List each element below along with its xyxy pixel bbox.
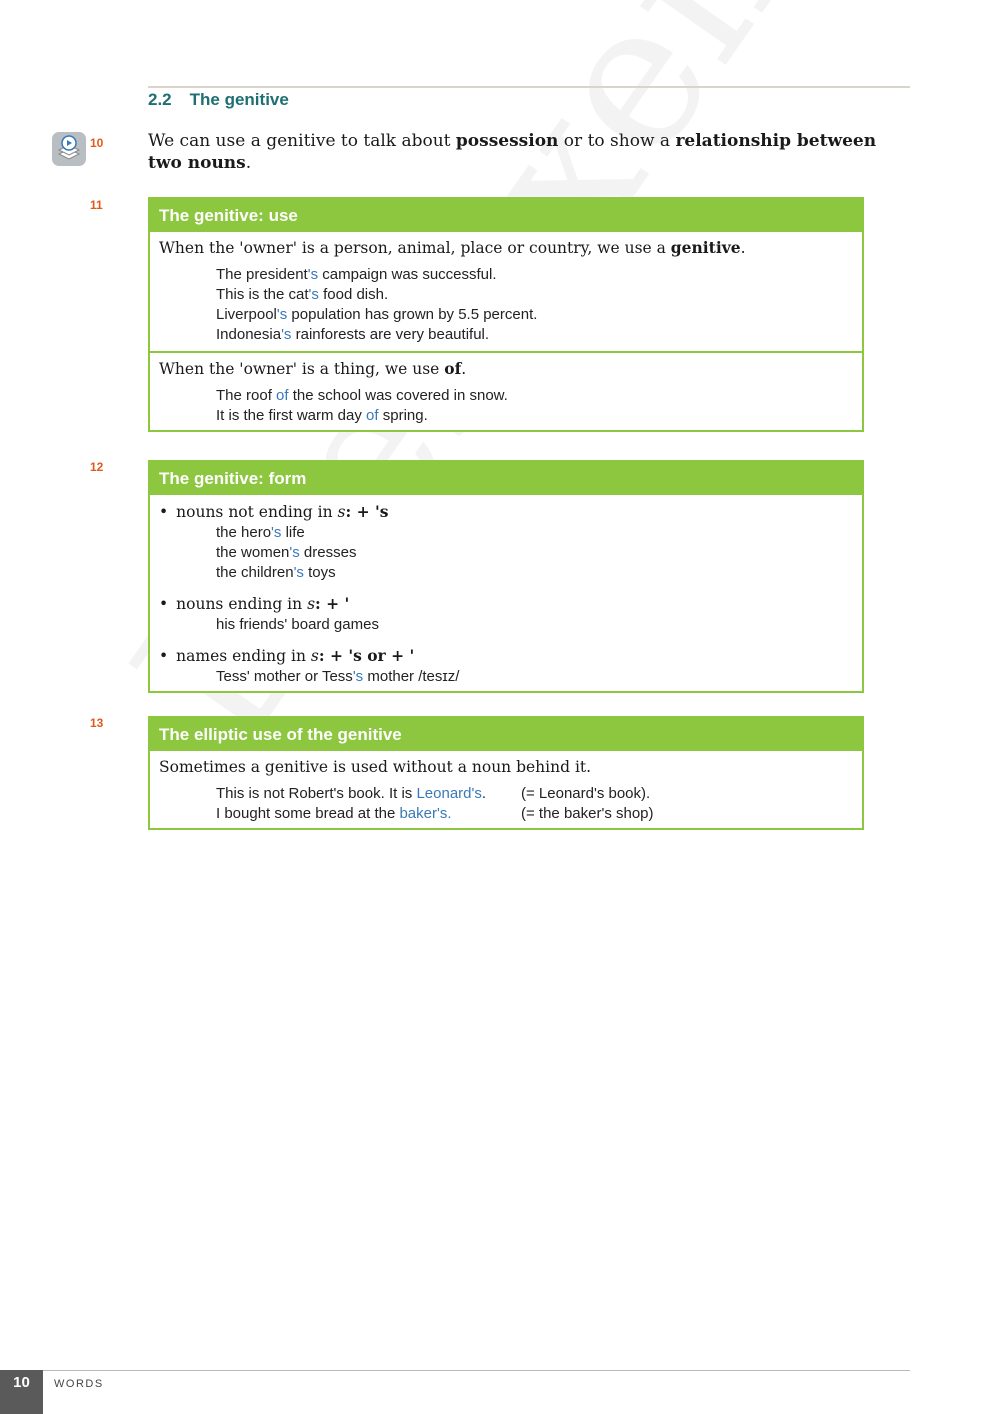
rule-part: When the 'owner' is a thing, we use (159, 360, 445, 378)
ex-highlight: Leonard's (416, 785, 482, 802)
box-title: The genitive: use (150, 199, 862, 232)
rule-text (150, 353, 862, 380)
video-icon[interactable] (52, 132, 86, 166)
rule-bold: genitive (670, 238, 741, 257)
bullet-dot: • (159, 503, 169, 521)
ex-text: I bought some bread at the (216, 805, 400, 822)
footer-label: WORDS (54, 1378, 104, 1390)
rule-text: Sometimes a genitive is used without a noun behind it. (159, 758, 592, 776)
ex-text: rainforests are very beautiful. (291, 326, 490, 343)
bullet-text: names ending in (176, 647, 311, 665)
example-line (216, 784, 862, 804)
example-line (216, 325, 862, 345)
section-title: The genitive (189, 90, 289, 109)
intro-text: . (245, 153, 252, 173)
example-line (216, 563, 862, 583)
intro-paragraph (148, 130, 888, 174)
ex-text: the hero (216, 524, 272, 541)
ex-text: population has grown by 5.5 percent. (287, 306, 538, 323)
example-line (216, 667, 862, 687)
example-line (216, 804, 862, 824)
bullet-italic: s (310, 647, 319, 665)
bullet-dot: • (159, 647, 169, 665)
genitive-use-box (148, 197, 864, 432)
bullet-italic: s (337, 503, 346, 521)
example-line (216, 386, 862, 406)
ex-text: dresses (299, 544, 357, 561)
ex-text: The president (216, 266, 308, 283)
box-title: The genitive: form (150, 462, 862, 495)
section-number: 2.2 (148, 90, 172, 109)
example-sentence (216, 804, 521, 824)
marker-13: 13 (90, 716, 104, 730)
ex-text: food dish. (318, 286, 389, 303)
genitive-form-box (148, 460, 864, 693)
ex-highlight: 's (352, 668, 364, 685)
intro-bold-possession: possession (455, 131, 559, 151)
intro-text: We can use a genitive to talk about (148, 131, 456, 151)
bullet-item (150, 587, 862, 615)
ex-highlight: baker's. (399, 805, 452, 822)
example-note: (= the baker's shop) (521, 805, 654, 822)
rule-bold: of (444, 359, 462, 378)
ex-text: Liverpool (216, 306, 277, 323)
ex-text: This is not Robert's book. It is (216, 785, 417, 802)
ex-text: life (281, 524, 305, 541)
bullet-italic: s (307, 595, 316, 613)
example-line (216, 523, 862, 543)
example-line (216, 406, 862, 426)
example-line (216, 285, 862, 305)
example-line: his friends' board games (216, 616, 379, 633)
ex-text: the school was covered in snow. (288, 387, 508, 404)
rule-text (150, 232, 862, 259)
top-rule (148, 86, 910, 88)
ex-highlight: of (276, 387, 289, 404)
ex-text: the children (216, 564, 294, 581)
ex-highlight: 's (271, 524, 282, 541)
footer-rule (43, 1370, 910, 1371)
ex-text: . (481, 785, 487, 802)
bullet-text: nouns ending in (176, 595, 308, 613)
bullet-item (150, 495, 862, 523)
box-title: The elliptic use of the genitive (150, 718, 862, 751)
bullet-dot: • (159, 595, 169, 613)
ex-text: mother /tesɪz/ (363, 668, 460, 685)
bullet-rule: : + 's or + ' (318, 646, 415, 665)
example-sentence (216, 784, 521, 804)
examples-list (150, 523, 862, 587)
examples-list (150, 667, 862, 691)
marker-11: 11 (90, 198, 103, 212)
ex-text: spring. (378, 407, 428, 424)
ex-text: Indonesia (216, 326, 282, 343)
ex-highlight: 's (281, 326, 292, 343)
intro-bold-relationship: relationship between two nouns (148, 131, 877, 173)
ex-text: Tess' mother or Tess (216, 668, 353, 685)
example-note: (= Leonard's book). (521, 785, 651, 802)
examples-list (150, 615, 862, 639)
ex-text: It is the first warm day (216, 407, 367, 424)
rule-part: When the 'owner' is a person, animal, place or country, we use a (159, 239, 671, 257)
example-line (216, 265, 862, 285)
example-line (216, 305, 862, 325)
ex-text: The roof (216, 387, 277, 404)
ex-highlight: 's (276, 306, 288, 323)
rule-part: . (461, 360, 467, 378)
ex-highlight: 's (289, 544, 300, 561)
bullet-rule: : + ' (315, 594, 350, 613)
ex-highlight: 's (308, 286, 319, 303)
elliptic-genitive-box (148, 716, 864, 830)
rule-part: . (740, 239, 746, 257)
marker-12: 12 (90, 460, 104, 474)
ex-text: toys (303, 564, 336, 581)
ex-highlight: of (366, 407, 379, 424)
examples-list (150, 778, 862, 828)
examples-list (150, 380, 862, 430)
marker-10: 10 (90, 136, 104, 150)
ex-text: the women (216, 544, 290, 561)
section-heading (148, 90, 289, 110)
examples-list (150, 259, 862, 349)
bullet-rule: : + 's (345, 502, 389, 521)
bullet-item (150, 639, 862, 667)
ex-text: This is the cat (216, 286, 309, 303)
ex-text: campaign was successful. (318, 266, 497, 283)
bullet-text: nouns not ending in (176, 503, 338, 521)
example-line (216, 543, 862, 563)
intro-text: or to show a (558, 131, 676, 151)
page-number: 10 (0, 1370, 43, 1414)
ex-highlight: 's (293, 564, 304, 581)
ex-highlight: 's (307, 266, 319, 283)
